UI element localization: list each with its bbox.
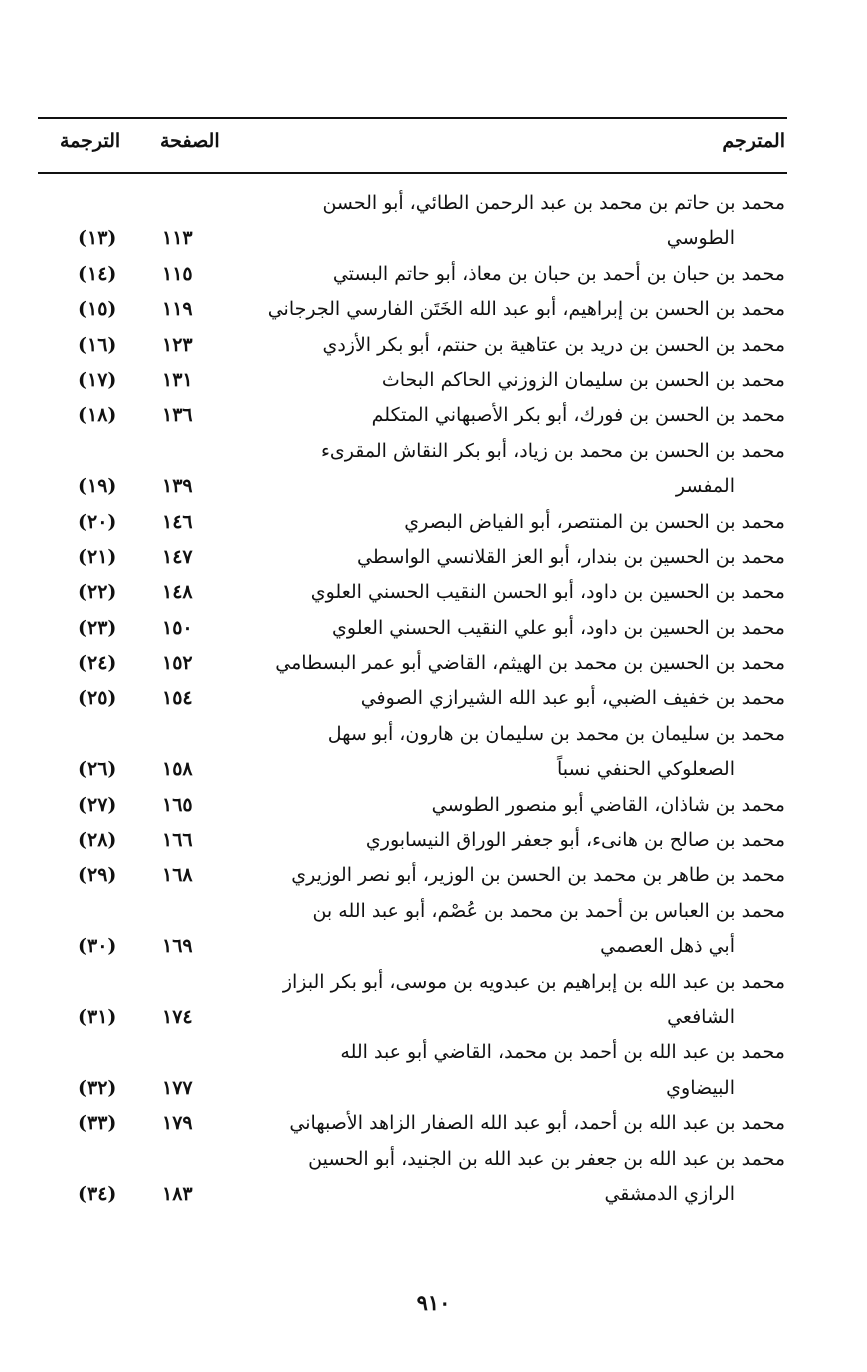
entry-name: محمد بن الحسن بن فورك، أبو بكر الأصبهاني المتكلم (371, 404, 785, 427)
entry-page-number: ١٨٣ (162, 1182, 193, 1205)
index-entry (38, 788, 787, 823)
entry-page-number: ١١٣ (162, 227, 193, 250)
entry-page-number: ١٤٦ (162, 510, 193, 533)
index-entry (38, 434, 787, 505)
entry-translation-number: (٢١) (78, 545, 117, 568)
index-entry (38, 894, 787, 965)
entry-translation-number: (٢٩) (78, 864, 117, 887)
entry-page-number: ١٣١ (162, 368, 193, 391)
entry-page-number: ١٥٤ (162, 687, 193, 710)
entry-translation-number: (١٤) (78, 262, 117, 285)
entry-translation-number: (٢٤) (78, 652, 117, 675)
entry-translation-number: (٣٤) (78, 1182, 117, 1205)
entry-translation-number: (٢٨) (78, 829, 117, 852)
top-rule (38, 117, 787, 119)
entry-page-number: ١٣٦ (162, 404, 193, 427)
index-entry (38, 611, 787, 646)
entry-translation-number: (٣١) (78, 1005, 117, 1028)
entry-name: محمد بن الحسن بن سليمان الزوزني الحاكم البحاث (381, 368, 785, 391)
entry-page-number: ١٧٧ (162, 1076, 193, 1099)
header-translation-column: الترجمة (60, 130, 121, 152)
entry-name: محمد بن عبد الله بن أحمد بن محمد، القاضي أبو عبد الله (340, 1041, 785, 1064)
entry-translation-number: (١٦) (78, 333, 117, 356)
entry-name-continuation: الرازي الدمشقي (604, 1182, 735, 1205)
index-entry (38, 505, 787, 540)
index-list (38, 186, 787, 1212)
index-entry (38, 540, 787, 575)
entry-page-number: ١٤٧ (162, 545, 193, 568)
index-entry (38, 681, 787, 716)
entry-name-continuation: الصعلوكي الحنفي نسباً (556, 758, 735, 781)
header-page-column: الصفحة (160, 130, 220, 152)
entry-translation-number: (٣٠) (78, 935, 117, 958)
index-entry (38, 965, 787, 1036)
entry-name: محمد بن صالح بن هانىء، أبو جعفر الوراق النيسابوري (365, 829, 785, 852)
header-rule (38, 172, 787, 174)
index-entry (38, 717, 787, 788)
entry-page-number: ١٥٢ (162, 652, 193, 675)
entry-translation-number: (١٥) (78, 298, 117, 321)
entry-translation-number: (١٨) (78, 404, 117, 427)
entry-translation-number: (٢٣) (78, 616, 117, 639)
entry-name: محمد بن خفيف الضبي، أبو عبد الله الشيرازي الصوفي (360, 687, 785, 710)
index-entry (38, 1142, 787, 1213)
entry-translation-number: (١٣) (78, 227, 117, 250)
entry-name-continuation: الطوسي (666, 227, 735, 250)
index-entry (38, 398, 787, 433)
index-entry (38, 292, 787, 327)
entry-name: محمد بن الحسن بن دريد بن عتاهية بن حنتم، أبو بكر الأزدي (322, 333, 785, 356)
entry-name: محمد بن الحسن بن محمد بن زياد، أبو بكر النقاش المقرىء (320, 439, 785, 462)
index-entry (38, 186, 787, 257)
entry-translation-number: (١٩) (78, 475, 117, 498)
index-entry (38, 858, 787, 893)
entry-page-number: ١١٩ (162, 298, 193, 321)
index-entry (38, 823, 787, 858)
entry-page-number: ١٦٦ (162, 829, 193, 852)
entry-name: محمد بن الحسين بن داود، أبو الحسن النقيب الحسني العلوي (310, 581, 785, 604)
entry-translation-number: (٣٣) (78, 1112, 117, 1135)
entry-name: محمد بن شاذان، القاضي أبو منصور الطوسي (431, 793, 785, 816)
entry-name-continuation: أبي ذهل العصمي (600, 935, 735, 958)
entry-translation-number: (٣٢) (78, 1076, 117, 1099)
index-entry (38, 575, 787, 610)
index-entry (38, 646, 787, 681)
entry-name-continuation: الشافعي (667, 1005, 735, 1028)
index-entry (38, 257, 787, 292)
entry-name: محمد بن العباس بن أحمد بن محمد بن عُصْم، أبو عبد الله بن (312, 899, 785, 922)
entry-name: محمد بن الحسن بن إبراهيم، أبو عبد الله الخَتَن الفارسي الجرجاني (267, 298, 785, 321)
entry-translation-number: (٢٦) (78, 758, 117, 781)
page-number: ٩١٠ (416, 1290, 451, 1315)
entry-page-number: ١٧٤ (162, 1005, 193, 1028)
entry-name: محمد بن عبد الله بن أحمد، أبو عبد الله الصفار الزاهد الأصبهاني (289, 1112, 785, 1135)
entry-translation-number: (٢٢) (78, 581, 117, 604)
index-entry (38, 1035, 787, 1106)
index-entry (38, 1106, 787, 1141)
entry-name: محمد بن حاتم بن محمد بن عبد الرحمن الطائي، أبو الحسن (322, 192, 785, 214)
entry-name: محمد بن سليمان بن محمد بن سليمان بن هارون، أبو سهل (327, 722, 785, 745)
header-name-column: المترجم (722, 130, 785, 152)
entry-translation-number: (١٧) (78, 368, 117, 391)
entry-page-number: ١٦٨ (162, 864, 193, 887)
entry-name: محمد بن الحسين بن داود، أبو علي النقيب الحسني العلوي (332, 616, 785, 639)
index-entry (38, 328, 787, 363)
entry-page-number: ١٢٣ (162, 333, 193, 356)
entry-page-number: ١٦٥ (162, 793, 193, 816)
entry-name-continuation: المفسر (675, 475, 735, 498)
entry-name-continuation: البيضاوي (666, 1076, 735, 1099)
entry-translation-number: (٢٥) (78, 687, 117, 710)
entry-page-number: ١٤٨ (162, 581, 193, 604)
entry-name: محمد بن الحسن بن المنتصر، أبو الفياض البصري (404, 510, 785, 533)
entry-name: محمد بن عبد الله بن إبراهيم بن عبدويه بن موسى، أبو بكر البزاز (282, 970, 785, 993)
entry-page-number: ١٦٩ (162, 935, 193, 958)
entry-page-number: ١١٥ (162, 262, 193, 285)
entry-name: محمد بن طاهر بن محمد بن الحسن بن الوزير، أبو نصر الوزيري (291, 864, 785, 887)
table-header (38, 124, 787, 164)
entry-page-number: ١٥٠ (162, 616, 193, 639)
entry-page-number: ١٧٩ (162, 1112, 193, 1135)
entry-translation-number: (٢٠) (78, 510, 117, 533)
entry-name: محمد بن الحسين بن بندار، أبو العز القلانسي الواسطي (357, 545, 785, 568)
entry-page-number: ١٣٩ (162, 475, 193, 498)
entry-name: محمد بن حبان بن أحمد بن حبان بن معاذ، أبو حاتم البستي (332, 262, 785, 285)
entry-translation-number: (٢٧) (78, 793, 117, 816)
index-entry (38, 363, 787, 398)
entry-page-number: ١٥٨ (162, 758, 193, 781)
entry-name: محمد بن عبد الله بن جعفر بن عبد الله بن الجنيد، أبو الحسين (308, 1147, 785, 1170)
entry-name: محمد بن الحسين بن محمد بن الهيثم، القاضي أبو عمر البسطامي (275, 652, 785, 675)
